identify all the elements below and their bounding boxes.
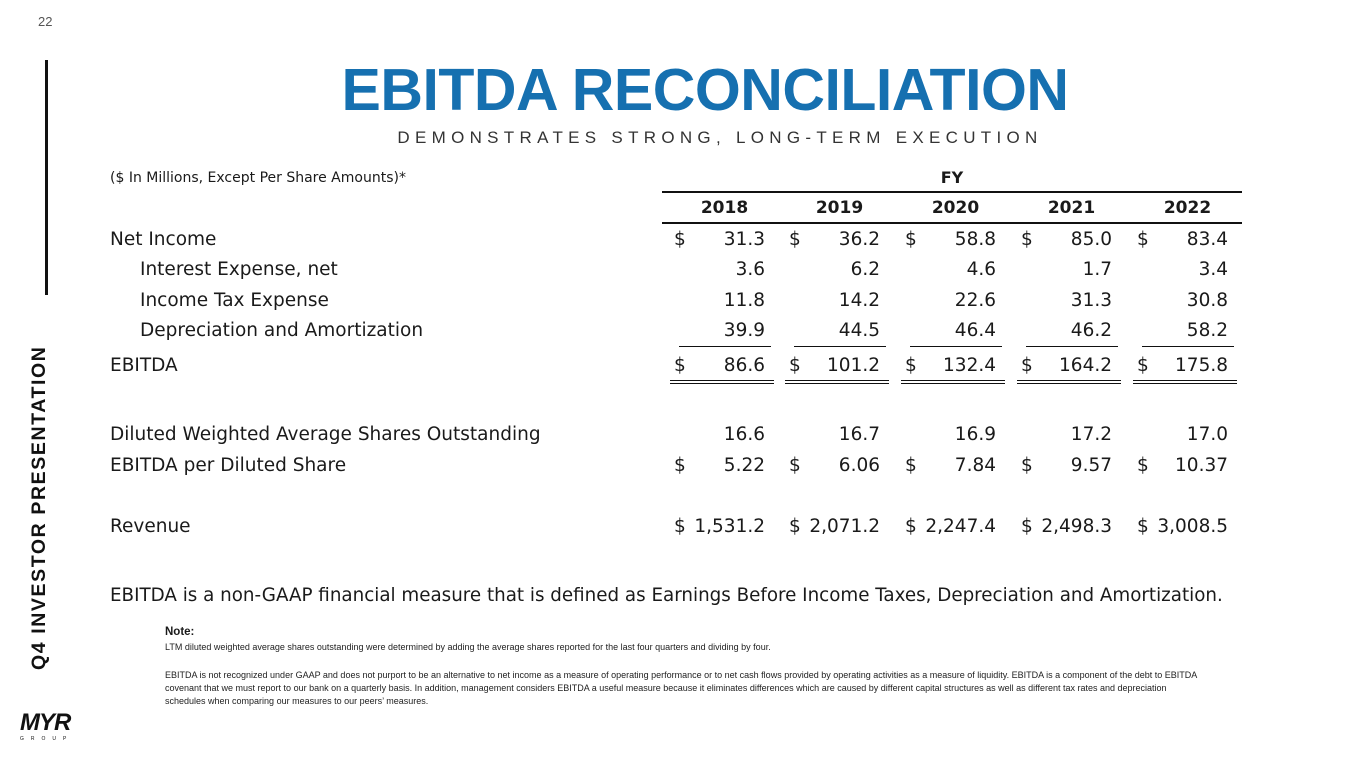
row-label-tax: Income Tax Expense — [140, 290, 329, 311]
page-title: EBITDA RECONCILIATION — [341, 57, 1069, 123]
cell-value: 30.8 — [1186, 290, 1228, 311]
total-double-underline — [901, 380, 1005, 384]
cell-value: 175.8 — [1175, 355, 1228, 376]
cell-value: 4.6 — [966, 259, 996, 280]
cell-value: 85.0 — [1070, 229, 1112, 250]
cell-value: 16.6 — [723, 424, 765, 445]
table-cell — [1125, 355, 1240, 381]
currency-symbol: $ — [1137, 355, 1149, 376]
table-cell — [777, 229, 892, 255]
table-cell — [1125, 424, 1240, 450]
currency-symbol: $ — [789, 455, 801, 476]
total-double-underline — [785, 380, 889, 384]
currency-symbol: $ — [674, 455, 686, 476]
table-cell — [893, 229, 1008, 255]
currency-symbol: $ — [1021, 355, 1033, 376]
table-cell — [662, 229, 777, 255]
cell-value: 101.2 — [827, 355, 880, 376]
cell-value: 10.37 — [1175, 455, 1228, 476]
sidebar-label: Q4 INVESTOR PRESENTATION — [28, 345, 50, 670]
row-label-interest: Interest Expense, net — [140, 259, 338, 280]
currency-symbol: $ — [1021, 229, 1033, 250]
table-cell — [893, 320, 1008, 346]
currency-symbol: $ — [789, 229, 801, 250]
table-cell — [1009, 320, 1124, 346]
currency-symbol: $ — [674, 355, 686, 376]
table-cell — [1125, 320, 1240, 346]
table-cell — [1009, 290, 1124, 316]
cell-value: 46.2 — [1070, 320, 1112, 341]
table-cell — [777, 320, 892, 346]
row-label-per-share: EBITDA per Diluted Share — [110, 455, 347, 476]
table-cell — [1125, 455, 1240, 481]
table-cell — [662, 259, 777, 285]
cell-value: 5.22 — [723, 455, 765, 476]
cell-value: 16.7 — [838, 424, 880, 445]
logo-subtitle: GROUP — [20, 736, 74, 742]
currency-symbol: $ — [1021, 455, 1033, 476]
cell-value: 6.2 — [850, 259, 880, 280]
cell-value: 7.84 — [954, 455, 996, 476]
cell-value: 3.4 — [1198, 259, 1228, 280]
company-logo — [20, 709, 82, 742]
currency-symbol: $ — [674, 229, 686, 250]
cell-value: 39.9 — [723, 320, 765, 341]
cell-value: 17.0 — [1186, 424, 1228, 445]
subtotal-underline — [910, 346, 1002, 347]
page-subtitle: DEMONSTRATES STRONG, LONG-TERM EXECUTION — [397, 128, 1043, 147]
subtotal-underline — [1142, 346, 1234, 347]
cell-value: 164.2 — [1059, 355, 1112, 376]
currency-symbol: $ — [1021, 516, 1033, 537]
table-cell — [777, 259, 892, 285]
table-cell — [1009, 516, 1124, 542]
cell-value: 44.5 — [838, 320, 880, 341]
subtotal-underline — [1026, 346, 1118, 347]
table-cell — [662, 455, 777, 481]
cell-value: 58.8 — [954, 229, 996, 250]
table-cell — [1009, 355, 1124, 381]
cell-value: 83.4 — [1186, 229, 1228, 250]
currency-symbol: $ — [905, 229, 917, 250]
currency-symbol: $ — [789, 355, 801, 376]
table-cell — [777, 455, 892, 481]
cell-value: 1.7 — [1082, 259, 1112, 280]
cell-value: 31.3 — [723, 229, 765, 250]
table-cell — [893, 516, 1008, 542]
cell-value: 22.6 — [954, 290, 996, 311]
table-cell — [662, 516, 777, 542]
cell-value: 14.2 — [838, 290, 880, 311]
header-rule — [662, 191, 1242, 193]
cell-value: 9.57 — [1070, 455, 1112, 476]
logo-wordmark: MYR — [20, 709, 71, 736]
table-cell — [1125, 229, 1240, 255]
currency-symbol: $ — [674, 516, 686, 537]
year-rule — [662, 222, 1242, 224]
cell-value: 1,531.2 — [694, 516, 765, 537]
cell-value: 2,247.4 — [925, 516, 996, 537]
row-label-net-income: Net Income — [110, 229, 217, 250]
cell-value: 2,071.2 — [809, 516, 880, 537]
cell-value: 31.3 — [1070, 290, 1112, 311]
table-cell — [662, 424, 777, 450]
note-line-1: LTM diluted weighted average shares outstanding were determined by adding the average shares reported for the last four quarters and dividing by four. — [165, 642, 771, 652]
cell-value: 16.9 — [954, 424, 996, 445]
year-header: 2021 — [1047, 198, 1096, 218]
cell-value: 36.2 — [838, 229, 880, 250]
table-cell — [893, 290, 1008, 316]
table-cell — [893, 455, 1008, 481]
note-line-2: EBITDA is not recognized under GAAP and does not purport to be an alternative to net income as a measure of operating performance or to net cash flows provided by operating activities as a measure of liquidity. EBITDA is a component of the debt to EBITDA covenant that we must report to our bank on a quarterly basis. In addition, management considers EBITDA a useful measure because it eliminates differences which are caused by different capital structures as well as different tax rates and depreciation schedules when comparing our measures to our peers’ measures. — [165, 670, 1197, 706]
row-label-ebitda: EBITDA — [110, 355, 178, 376]
total-double-underline — [1133, 380, 1237, 384]
table-cell — [777, 290, 892, 316]
cell-value: 132.4 — [943, 355, 996, 376]
year-header: 2020 — [931, 198, 980, 218]
currency-symbol: $ — [905, 516, 917, 537]
cell-value: 2,498.3 — [1041, 516, 1112, 537]
table-cell — [893, 424, 1008, 450]
year-header: 2019 — [815, 198, 864, 218]
table-cell — [777, 516, 892, 542]
note-heading: Note: — [165, 626, 195, 638]
currency-symbol: $ — [1137, 516, 1149, 537]
total-double-underline — [670, 380, 774, 384]
period-header: FY — [940, 168, 964, 187]
ebitda-definition: EBITDA is a non-GAAP financial measure that is defined as Earnings Before Income Taxes, Depreciation and Amortization. — [110, 585, 1223, 606]
table-cell — [1009, 424, 1124, 450]
cell-value: 6.06 — [838, 455, 880, 476]
currency-symbol: $ — [789, 516, 801, 537]
currency-symbol: $ — [905, 355, 917, 376]
subtotal-underline — [679, 346, 771, 347]
currency-symbol: $ — [1137, 229, 1149, 250]
units-note: ($ In Millions, Except Per Share Amounts)* — [110, 170, 406, 186]
table-cell — [777, 355, 892, 381]
table-cell — [893, 355, 1008, 381]
row-label-shares: Diluted Weighted Average Shares Outstanding — [110, 424, 541, 445]
cell-value: 3,008.5 — [1157, 516, 1228, 537]
table-cell — [662, 320, 777, 346]
year-header: 2022 — [1163, 198, 1212, 218]
table-cell — [777, 424, 892, 450]
total-double-underline — [1017, 380, 1121, 384]
cell-value: 46.4 — [954, 320, 996, 341]
table-cell — [1125, 516, 1240, 542]
currency-symbol: $ — [1137, 455, 1149, 476]
table-cell — [662, 290, 777, 316]
page-number: 22 — [38, 14, 53, 29]
currency-symbol: $ — [905, 455, 917, 476]
cell-value: 58.2 — [1186, 320, 1228, 341]
cell-value: 86.6 — [723, 355, 765, 376]
table-cell — [1125, 259, 1240, 285]
table-cell — [1125, 290, 1240, 316]
table-cell — [1009, 229, 1124, 255]
subtotal-underline — [794, 346, 886, 347]
row-label-da: Depreciation and Amortization — [140, 320, 424, 341]
year-header: 2018 — [700, 198, 749, 218]
table-cell — [1009, 259, 1124, 285]
table-cell — [662, 355, 777, 381]
table-cell — [1009, 455, 1124, 481]
cell-value: 17.2 — [1070, 424, 1112, 445]
row-label-revenue: Revenue — [110, 516, 191, 537]
cell-value: 3.6 — [735, 259, 765, 280]
cell-value: 11.8 — [723, 290, 765, 311]
table-cell — [893, 259, 1008, 285]
